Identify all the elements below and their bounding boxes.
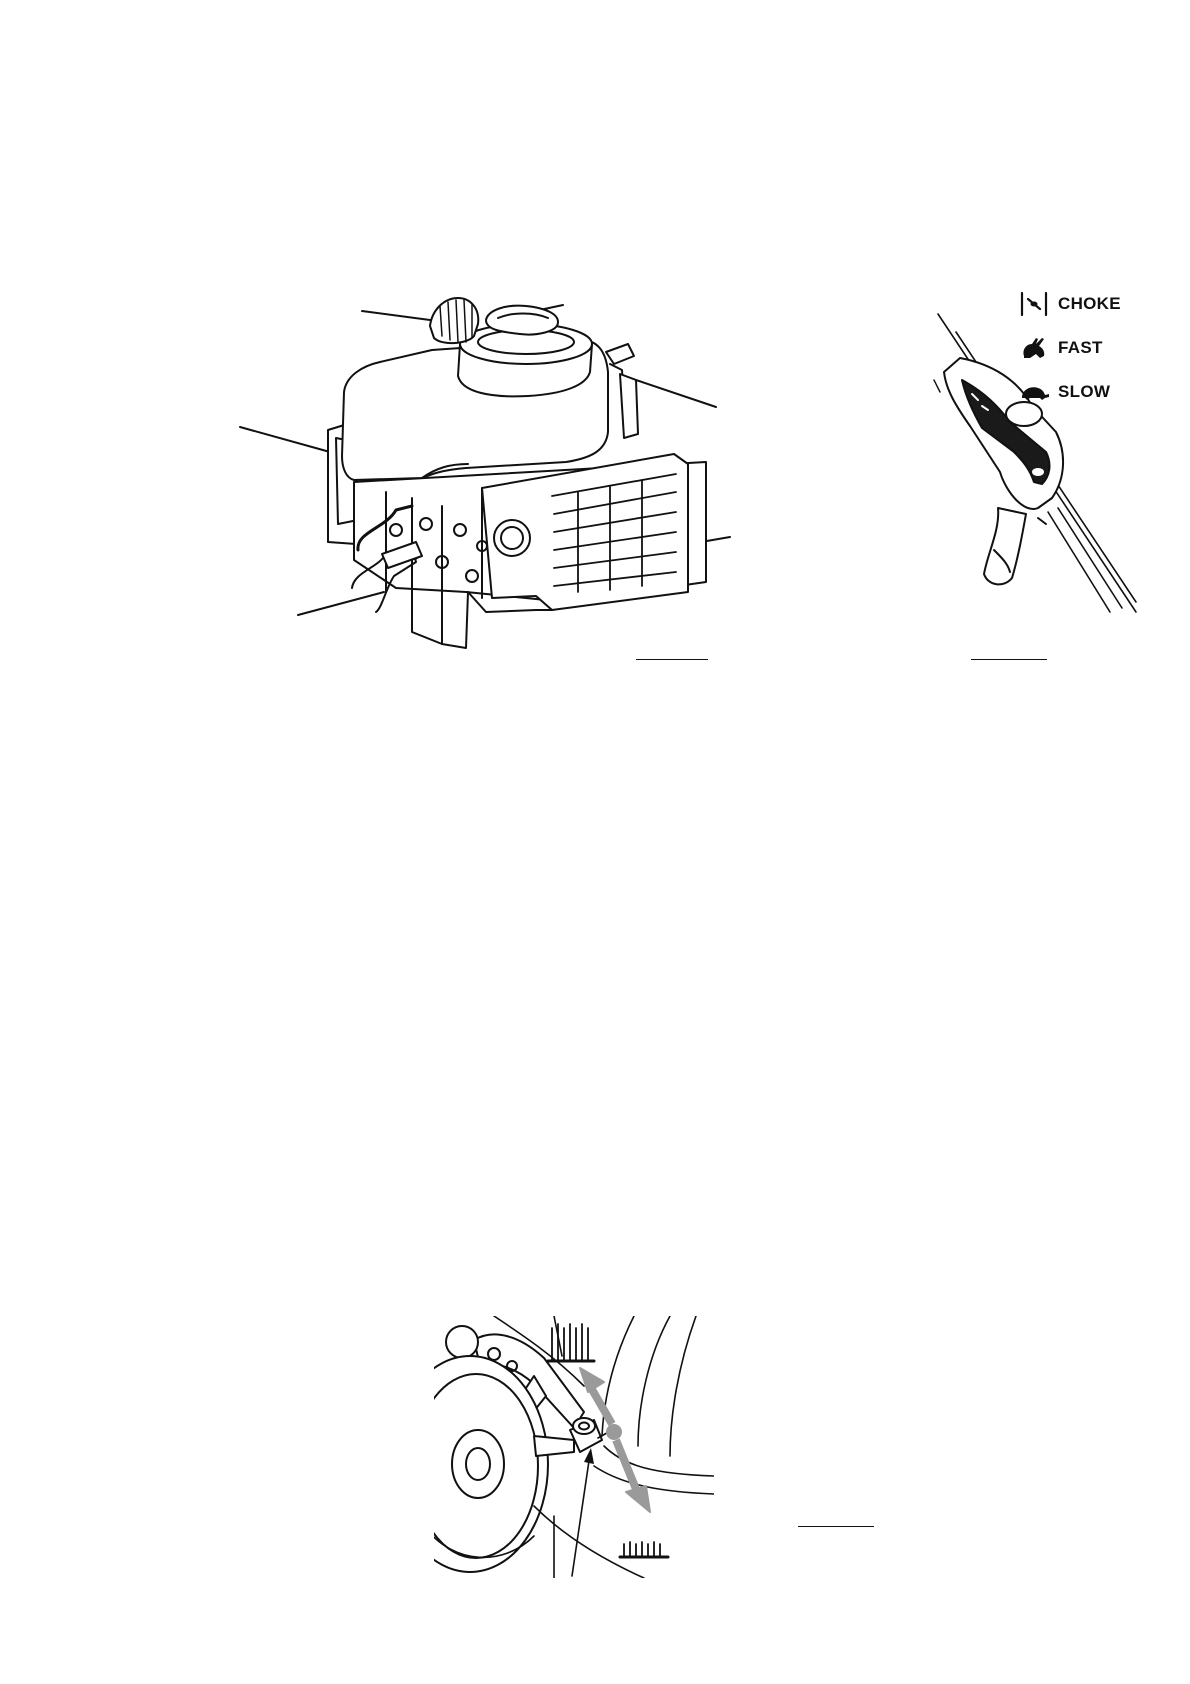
legend-item-fast	[1018, 326, 1168, 370]
figure-number-throttle	[971, 659, 1047, 660]
leader-line-spark-plug	[636, 380, 716, 407]
legend-label-slow: SLOW	[1058, 382, 1111, 401]
leader-line-dipstick	[298, 592, 384, 615]
rabbit-icon	[1018, 334, 1050, 362]
height-adjustment-figure	[434, 1316, 714, 1578]
wheel-axle	[534, 1436, 574, 1456]
height-adjustment-drawing	[434, 1316, 714, 1578]
short-grass-icon	[620, 1542, 668, 1557]
pointer-line	[572, 1454, 590, 1576]
lower-arrow-icon	[626, 1486, 650, 1512]
throttle-legend	[1018, 282, 1168, 414]
legend-item-slow	[1018, 370, 1168, 414]
engine-shroud	[342, 340, 608, 480]
raise-arrow-icon	[580, 1368, 604, 1392]
engine-drawing	[236, 292, 736, 672]
engine-figure	[236, 292, 736, 672]
legend-item-choke	[1018, 282, 1168, 326]
oil-cap	[430, 298, 478, 343]
figure-number-engine	[636, 659, 708, 660]
tall-grass-icon	[548, 1324, 594, 1361]
pointer-arrowhead	[584, 1448, 594, 1464]
figure-number-height-adjustment	[798, 1526, 874, 1527]
leader-line-air-filter	[240, 427, 330, 452]
choke-icon	[1018, 290, 1050, 318]
legend-label-choke: CHOKE	[1058, 294, 1121, 313]
throttle-lever	[984, 508, 1026, 584]
turtle-icon	[1018, 378, 1050, 406]
fuel-cap	[486, 306, 558, 335]
spark-plug	[606, 344, 634, 364]
legend-label-fast: FAST	[1058, 338, 1103, 357]
